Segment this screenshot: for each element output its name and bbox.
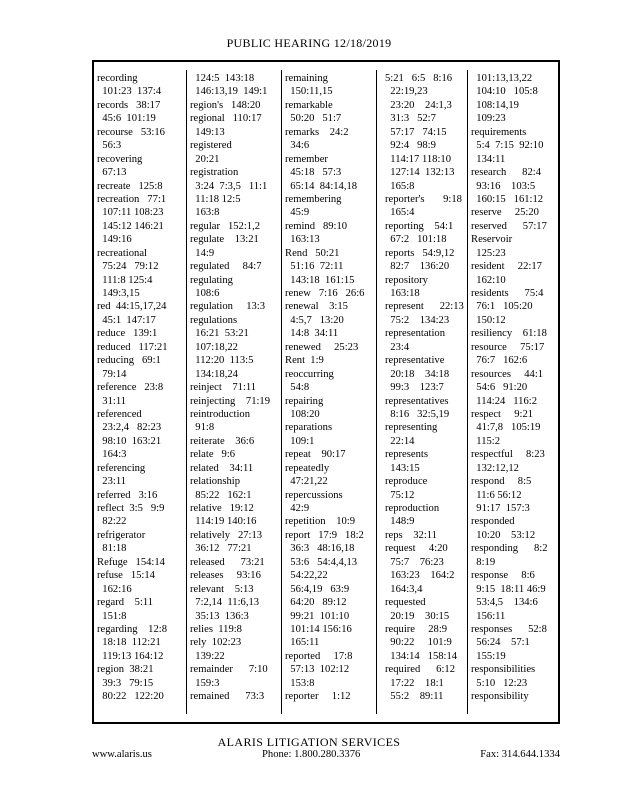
index-entry: reps 32:11 [385,529,437,541]
index-entry: regulated 84:7 [190,261,262,273]
index-entry: 23:20 24:1,3 [385,99,452,111]
index-entry: 163:13 [285,234,320,246]
index-entry: 45:1 147:17 [97,314,156,326]
index-entry: 34:6 [285,140,310,152]
index-entry: 160:15 161:12 [471,193,544,205]
index-entry: respectful 8:23 [471,449,545,461]
index-entry: 82:22 [97,516,127,528]
index-entry: 31:3 52:7 [385,113,436,125]
index-entry: reporter's 9:18 [385,193,462,205]
index-entry: 124:5 143:18 [190,73,255,84]
index-entry: 14:9 [190,247,215,259]
index-entry: reduced 117:21 [97,341,168,353]
index-entry: repairing [285,395,324,407]
index-entry: 51:16 72:11 [285,261,344,273]
index-entry: 165:4 [385,207,415,219]
index-entry: 76:1 105:20 [471,301,533,313]
index-entry: 108:6 [190,288,220,299]
index-entry: repeatedly [285,462,330,474]
index-entry: Refuge 154:14 [97,556,165,568]
column-divider [467,70,468,714]
index-entry: requested [385,597,426,609]
index-entry: relative 19:12 [190,503,254,514]
index-entry: 17:22 18:1 [385,677,444,689]
index-entry: 79:14 [97,368,127,380]
index-entry: Rent 1:9 [285,355,324,367]
index-entry: 10:20 53:12 [471,529,536,541]
index-entry: 11:6 56:12 [471,489,522,501]
index-entry: 163:8 [190,207,220,219]
index-entry: resident 22:17 [471,261,542,273]
column-divider [186,70,187,714]
index-entry: relatively 27:13 [190,529,263,541]
index-entry: relies 119:8 [190,623,242,635]
index-entry: responsibilities [471,664,536,676]
index-entry: reinject 71:11 [190,382,257,394]
index-entry: 45:18 57:3 [285,167,342,179]
index-entry: 82:7 136:20 [385,261,450,273]
index-entry: 75:24 79:12 [97,261,159,273]
index-entry: 75:7 76:23 [385,556,444,568]
index-entry: 162:10 [471,274,506,286]
index-entry: 67:13 [97,167,127,179]
index-entry: 57:13 102:12 [285,664,350,676]
index-entry: 65:14 84:14,18 [285,180,358,192]
index-entry: 139:22 [190,650,225,662]
index-entry: related 34:11 [190,462,254,474]
index-entry: report 17:9 18:2 [285,529,364,541]
index-entry: 85:22 162:1 [190,489,252,501]
index-entry: representative [385,355,445,367]
index-entry: 3:24 7:3,5 11:1 [190,180,268,192]
index-entry: reference 23:8 [97,382,164,394]
index-entry: remarkable [285,99,333,111]
index-entry: 64:20 89:12 [285,597,347,609]
index-entry: 76:7 162:6 [471,355,528,367]
index-entry: 11:18 12:5 [190,193,241,205]
index-entry: 119:13 164:12 [97,650,164,662]
index-entry: 20:19 30:15 [385,610,450,622]
index-entry: 53:6 54:4,4,13 [285,556,358,568]
index-entry: require 28:9 [385,623,448,635]
index-entry: 5:10 12:23 [471,677,528,689]
index-frame [92,60,560,724]
index-entry: represent 22:13 [385,301,464,313]
index-entry: 148:9 [385,516,415,528]
index-entry: 36:12 77:21 [190,543,252,555]
index-column-3 [285,72,375,704]
index-entry: 164:3,4 [385,583,423,595]
index-entry: 54:22,22 [285,570,328,582]
index-entry: reproduction [385,503,440,514]
index-entry: 14:8 34:11 [285,328,339,340]
index-entry: response 8:6 [471,570,535,582]
index-entry: reserved 57:17 [471,220,547,232]
index-entry: 108:20 [285,408,320,420]
index-entry: 104:10 105:8 [471,86,538,98]
index-column-2 [190,72,280,704]
index-entry: 150:12 [471,314,506,326]
index-entry: remainder 7:10 [190,664,268,676]
index-entry: recreation 77:1 [97,193,167,205]
index-entry: 67:2 101:18 [385,234,447,246]
index-entry: relationship [190,476,241,488]
index-entry: 5:4 7:15 92:10 [471,140,544,152]
index-entry: reporting 54:1 [385,220,454,232]
index-entry: 57:17 74:15 [385,126,447,138]
index-entry: 7:2,14 11:6,13 [190,597,260,609]
index-entry: referred 3:16 [97,489,158,501]
index-entry: 149:3,15 [97,288,140,299]
index-entry: reserve 25:20 [471,207,539,219]
index-entry: renew 7:16 26:6 [285,288,365,299]
index-entry: reiterate 36:6 [190,435,255,447]
index-entry: regarding 12:8 [97,623,168,635]
footer-website: www.alaris.us [92,749,152,760]
index-entry: 149:13 [190,126,225,138]
index-entry: records 38:17 [97,99,161,111]
index-entry: regular 152:1,2 [190,220,261,232]
index-entry: represents [385,449,428,461]
index-entry: 31:11 [97,395,127,407]
index-entry: 90:22 101:9 [385,637,452,649]
index-entry: 45:6 101:19 [97,113,156,125]
index-entry: resources 44:1 [471,368,544,380]
index-entry: reports 54:9,12 [385,247,455,259]
index-entry: respond 8:5 [471,476,532,488]
index-entry: 163:23 164:2 [385,570,455,582]
index-entry: 114:24 116:2 [471,395,538,407]
index-column-1 [97,72,185,704]
index-entry: remind 89:10 [285,220,348,232]
index-entry: residents 75:4 [471,288,544,299]
index-entry: 53:4,5 134:6 [471,597,538,609]
index-entry: repercussions [285,489,343,501]
index-column-4 [385,72,475,704]
index-entry: registration [190,167,239,179]
index-entry: relevant 5:13 [190,583,254,595]
index-entry: reintroduction [190,408,251,420]
index-entry: 101:13,13,22 [471,73,533,84]
index-entry: representation [385,328,446,340]
index-entry: 20:21 [190,153,220,165]
index-entry: 107:11 108:23 [97,207,164,219]
index-entry: relate 9:6 [190,449,236,461]
index-entry: 162:16 [97,583,132,595]
index-entry: recreate 125:8 [97,180,163,192]
index-entry: 54:6 91:20 [471,382,528,394]
index-entry: 80:22 122:20 [97,691,164,703]
index-entry: 22:19,23 [385,86,428,98]
index-entry: refuse 15:14 [97,570,155,582]
index-entry: regulate 13:21 [190,234,259,246]
index-entry: regulating [190,274,233,286]
index-entry: remember [285,153,328,165]
index-entry: 155:19 [471,650,506,662]
index-entry: regulations [190,314,238,326]
index-entry: 101:14 156:16 [285,623,352,635]
index-entry: renewal 3:15 [285,301,348,313]
index-entry: 8:19 [471,556,496,568]
index-entry: 134:11 [471,153,506,165]
index-entry: 56:3 [97,140,122,152]
index-entry: 143:15 [385,462,420,474]
index-entry: 41:7,8 105:19 [471,422,541,434]
index-entry: 109:1 [285,435,315,447]
index-entry: 9:15 18:11 46:9 [471,583,546,595]
index-entry: 125:23 [471,247,506,259]
index-entry: referencing [97,462,146,474]
index-entry: 134:14 158:14 [385,650,458,662]
index-entry: 91:17 157:3 [471,503,530,514]
index-entry: 151:8 [97,610,127,622]
index-entry: 55:2 89:11 [385,691,444,703]
index-entry: recording [97,73,138,84]
index-entry: 108:14,19 [471,99,519,111]
index-entry: recourse 53:16 [97,126,165,138]
index-entry: regional 110:17 [190,113,262,125]
index-entry: 42:9 [285,503,310,514]
index-entry: 75:12 [385,489,415,501]
index-entry: 99:3 123:7 [385,382,444,394]
index-entry: representatives [385,395,449,407]
index-entry: responsibility [471,691,529,703]
index-entry: referenced [97,408,142,420]
index-entry: 92:4 98:9 [385,140,436,152]
index-entry: 112:20 113:5 [190,355,254,367]
index-entry: 5:21 6:5 8:16 [385,73,453,84]
index-entry: repository [385,274,428,286]
index-entry: request 4:20 [385,543,448,555]
index-entry: renewed 25:23 [285,341,359,353]
index-entry: region's 148:20 [190,99,261,111]
index-entry: reduce 139:1 [97,328,158,340]
index-entry: recreational [97,247,147,259]
index-entry: 36:3 48:16,18 [285,543,355,555]
index-entry: 149:16 [97,234,132,246]
index-entry: 35:13 136:3 [190,610,249,622]
index-column-5 [471,72,557,704]
index-entry: 22:14 [385,435,415,447]
index-entry: 153:8 [285,677,315,689]
index-entry: responded [471,516,515,528]
index-entry: 45:9 [285,207,310,219]
index-entry: 132:12,12 [471,462,519,474]
index-entry: reparations [285,422,333,434]
index-entry: regard 5:11 [97,597,154,609]
index-entry: 54:8 [285,382,310,394]
index-entry: red 44:15,17,24 [97,301,167,313]
index-entry: 98:10 163:21 [97,435,162,447]
index-entry: 143:18 161:15 [285,274,355,286]
index-entry: 99:21 101:10 [285,610,350,622]
index-entry: Rend 50:21 [285,247,340,259]
index-entry: regulation 13:3 [190,301,266,313]
index-entry: remembering [285,193,342,205]
index-entry: reproduce [385,476,428,488]
index-entry: 16:21 53:21 [190,328,249,340]
index-entry: 146:13,19 149:1 [190,86,268,98]
index-entry: 165:8 [385,180,415,192]
index-entry: remained 73:3 [190,691,265,703]
footer-company: ALARIS LITIGATION SERVICES [217,735,401,749]
footer-phone: Phone: 1.800.280.3376 [262,749,361,760]
index-entry: 163:18 [385,288,420,299]
index-entry: 93:16 103:5 [471,180,536,192]
index-entry: 111:8 125:4 [97,274,153,286]
index-entry: representing [385,422,438,434]
index-entry: respect 9:21 [471,408,534,420]
index-entry: required 6:12 [385,664,456,676]
index-entry: 159:3 [190,677,220,689]
index-entry: 50:20 51:7 [285,113,342,125]
index-entry: reflect 3:5 9:9 [97,503,165,514]
index-entry: 91:8 [190,422,215,434]
index-entry: reoccurring [285,368,334,380]
index-entry: 8:16 32:5,19 [385,408,450,420]
index-entry: 56:24 57:1 [471,637,530,649]
index-entry: 115:2 [471,435,501,447]
index-entry: 23:11 [97,476,127,488]
index-entry: 101:23 137:4 [97,86,162,98]
column-divider [376,70,377,714]
index-entry: responses 52:8 [471,623,547,635]
index-entry: recovering [97,153,143,165]
column-divider [281,70,282,714]
index-entry: repeat 90:17 [285,449,346,461]
index-entry: 145:12 146:21 [97,220,164,232]
index-entry: 20:18 34:18 [385,368,450,380]
index-entry: released 73:21 [190,556,265,568]
page-header: PUBLIC HEARING 12/18/2019 [226,36,392,50]
index-entry: 4:5,7 13:20 [285,314,344,326]
index-entry: 109:23 [471,113,506,125]
index-entry: 81:18 [97,543,127,555]
index-entry: reporter 1:12 [285,691,351,703]
index-entry: 47:21,22 [285,476,328,488]
footer-fax: Fax: 314.644.1334 [480,749,560,760]
index-entry: 165:11 [285,637,320,649]
index-entry: rely 102:23 [190,637,242,649]
index-entry: Reservoir [471,234,513,246]
index-entry: resiliency 61:18 [471,328,547,340]
index-entry: resource 75:17 [471,341,545,353]
index-entry: 164:3 [97,449,127,461]
index-entry: reducing 69:1 [97,355,161,367]
index-entry: research 82:4 [471,167,542,179]
index-entry: reinjecting 71:19 [190,395,271,407]
index-entry: 39:3 79:15 [97,677,154,689]
index-entry: requirements [471,126,527,138]
index-entry: 75:2 134:23 [385,314,450,326]
index-entry: repetition 10:9 [285,516,356,528]
index-entry: 150:11,15 [285,86,333,98]
index-entry: 134:18,24 [190,368,238,380]
index-entry: 114:17 118:10 [385,153,452,165]
index-entry: region 38:21 [97,664,154,676]
index-entry: remarks 24:2 [285,126,349,138]
index-entry: 107:18,22 [190,341,238,353]
index-entry: refrigerator [97,529,146,541]
index-entry: reported 17:8 [285,650,353,662]
index-entry: remaining [285,73,328,84]
index-entry: registered [190,140,232,152]
index-entry: 23:2,4 82:23 [97,422,162,434]
index-entry: 18:18 112:21 [97,637,161,649]
index-entry: 114:19 140:16 [190,516,257,528]
index-entry: 156:11 [471,610,506,622]
index-entry: responding 8:2 [471,543,548,555]
index-entry: releases 93:16 [190,570,261,582]
index-entry: 56:4,19 63:9 [285,583,350,595]
index-entry: 127:14 132:13 [385,167,455,179]
index-entry: 23:4 [385,341,410,353]
